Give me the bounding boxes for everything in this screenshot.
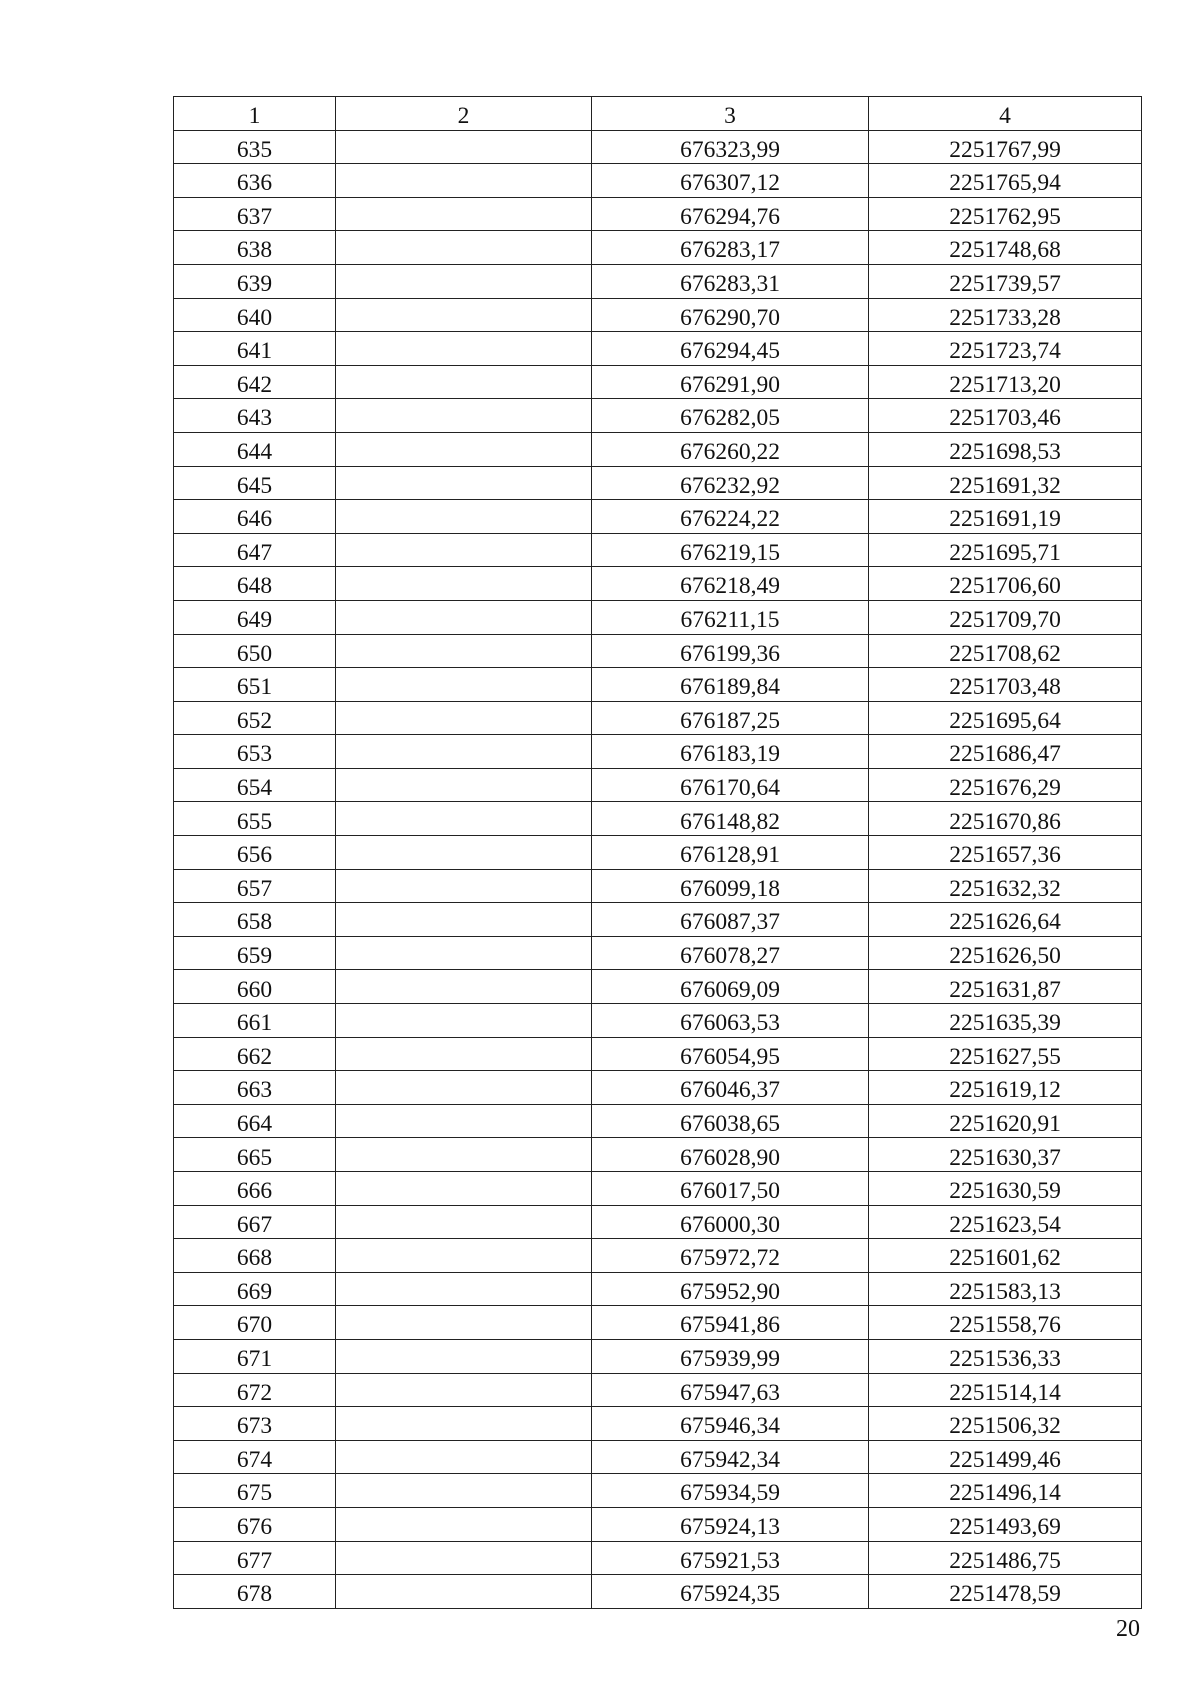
column-2-cell (336, 1306, 592, 1340)
y-coordinate-cell: 2251623,54 (869, 1205, 1142, 1239)
point-number-cell: 658 (174, 903, 336, 937)
x-coordinate-cell: 675972,72 (592, 1239, 869, 1273)
y-coordinate-cell: 2251657,36 (869, 836, 1142, 870)
table-row (174, 332, 1142, 366)
y-coordinate-cell: 2251583,13 (869, 1272, 1142, 1306)
table-row (174, 1037, 1142, 1071)
y-coordinate-cell: 2251713,20 (869, 365, 1142, 399)
point-number-cell: 639 (174, 264, 336, 298)
column-2-cell (336, 1373, 592, 1407)
x-coordinate-cell: 676291,90 (592, 365, 869, 399)
column-2-cell (336, 701, 592, 735)
x-coordinate-cell: 675941,86 (592, 1306, 869, 1340)
y-coordinate-cell: 2251670,86 (869, 802, 1142, 836)
point-number-cell: 666 (174, 1172, 336, 1206)
table-row (174, 768, 1142, 802)
column-2-cell (336, 668, 592, 702)
table-row (174, 1071, 1142, 1105)
table-row (174, 1407, 1142, 1441)
y-coordinate-cell: 2251691,19 (869, 500, 1142, 534)
y-coordinate-cell: 2251506,32 (869, 1407, 1142, 1441)
x-coordinate-cell: 676183,19 (592, 735, 869, 769)
point-number-cell: 653 (174, 735, 336, 769)
point-number-cell: 651 (174, 668, 336, 702)
x-coordinate-cell: 676087,37 (592, 903, 869, 937)
column-2-cell (336, 768, 592, 802)
column-2-cell (336, 1541, 592, 1575)
y-coordinate-cell: 2251703,46 (869, 399, 1142, 433)
x-coordinate-cell: 676283,17 (592, 231, 869, 265)
column-2-cell (336, 399, 592, 433)
table-row (174, 500, 1142, 534)
x-coordinate-cell: 676170,64 (592, 768, 869, 802)
point-number-cell: 667 (174, 1205, 336, 1239)
table-row (174, 533, 1142, 567)
column-2-cell (336, 332, 592, 366)
column-2-cell (336, 1440, 592, 1474)
y-coordinate-cell: 2251514,14 (869, 1373, 1142, 1407)
point-number-cell: 654 (174, 768, 336, 802)
column-2-cell (336, 1272, 592, 1306)
column-2-cell (336, 231, 592, 265)
table-row (174, 936, 1142, 970)
point-number-cell: 642 (174, 365, 336, 399)
x-coordinate-cell: 676099,18 (592, 869, 869, 903)
table-row (174, 298, 1142, 332)
x-coordinate-cell: 675934,59 (592, 1474, 869, 1508)
y-coordinate-cell: 2251708,62 (869, 634, 1142, 668)
table-row (174, 264, 1142, 298)
table-body (174, 130, 1142, 1608)
table-row (174, 869, 1142, 903)
column-2-cell (336, 1239, 592, 1273)
table-row (174, 1205, 1142, 1239)
y-coordinate-cell: 2251626,50 (869, 936, 1142, 970)
y-coordinate-cell: 2251478,59 (869, 1575, 1142, 1609)
column-2-cell (336, 1071, 592, 1105)
column-2-cell (336, 970, 592, 1004)
point-number-cell: 673 (174, 1407, 336, 1441)
table-row (174, 130, 1142, 164)
x-coordinate-cell: 675921,53 (592, 1541, 869, 1575)
point-number-cell: 655 (174, 802, 336, 836)
y-coordinate-cell: 2251698,53 (869, 432, 1142, 466)
x-coordinate-cell: 675942,34 (592, 1440, 869, 1474)
column-2-cell (336, 1507, 592, 1541)
table-row (174, 1339, 1142, 1373)
table-row (174, 802, 1142, 836)
point-number-cell: 637 (174, 197, 336, 231)
point-number-cell: 663 (174, 1071, 336, 1105)
y-coordinate-cell: 2251486,75 (869, 1541, 1142, 1575)
header-cell-3: 3 (592, 97, 869, 131)
column-2-cell (336, 936, 592, 970)
table-row (174, 432, 1142, 466)
x-coordinate-cell: 676017,50 (592, 1172, 869, 1206)
x-coordinate-cell: 676054,95 (592, 1037, 869, 1071)
x-coordinate-cell: 675952,90 (592, 1272, 869, 1306)
x-coordinate-cell: 675939,99 (592, 1339, 869, 1373)
table-row (174, 1306, 1142, 1340)
column-2-cell (336, 903, 592, 937)
x-coordinate-cell: 676199,36 (592, 634, 869, 668)
y-coordinate-cell: 2251686,47 (869, 735, 1142, 769)
x-coordinate-cell: 675946,34 (592, 1407, 869, 1441)
x-coordinate-cell: 676224,22 (592, 500, 869, 534)
column-2-cell (336, 1339, 592, 1373)
x-coordinate-cell: 676219,15 (592, 533, 869, 567)
table-row (174, 164, 1142, 198)
x-coordinate-cell: 676028,90 (592, 1138, 869, 1172)
table-row (174, 903, 1142, 937)
point-number-cell: 660 (174, 970, 336, 1004)
y-coordinate-cell: 2251630,59 (869, 1172, 1142, 1206)
point-number-cell: 669 (174, 1272, 336, 1306)
table-row (174, 836, 1142, 870)
x-coordinate-cell: 676148,82 (592, 802, 869, 836)
table-row (174, 1272, 1142, 1306)
point-number-cell: 668 (174, 1239, 336, 1273)
x-coordinate-cell: 676189,84 (592, 668, 869, 702)
x-coordinate-cell: 675947,63 (592, 1373, 869, 1407)
x-coordinate-cell: 676260,22 (592, 432, 869, 466)
column-2-cell (336, 1004, 592, 1038)
y-coordinate-cell: 2251496,14 (869, 1474, 1142, 1508)
column-2-cell (336, 298, 592, 332)
x-coordinate-cell: 675924,35 (592, 1575, 869, 1609)
header-row (174, 97, 1142, 131)
y-coordinate-cell: 2251703,48 (869, 668, 1142, 702)
x-coordinate-cell: 676290,70 (592, 298, 869, 332)
point-number-cell: 671 (174, 1339, 336, 1373)
column-2-cell (336, 1474, 592, 1508)
x-coordinate-cell: 676294,76 (592, 197, 869, 231)
table-row (174, 1172, 1142, 1206)
y-coordinate-cell: 2251632,32 (869, 869, 1142, 903)
table-row (174, 1104, 1142, 1138)
x-coordinate-cell: 676323,99 (592, 130, 869, 164)
table-row (174, 1541, 1142, 1575)
x-coordinate-cell: 676038,65 (592, 1104, 869, 1138)
y-coordinate-cell: 2251626,64 (869, 903, 1142, 937)
table-row (174, 1575, 1142, 1609)
column-2-cell (336, 500, 592, 534)
column-2-cell (336, 1037, 592, 1071)
column-2-cell (336, 264, 592, 298)
x-coordinate-cell: 676282,05 (592, 399, 869, 433)
point-number-cell: 656 (174, 836, 336, 870)
y-coordinate-cell: 2251635,39 (869, 1004, 1142, 1038)
point-number-cell: 665 (174, 1138, 336, 1172)
y-coordinate-cell: 2251691,32 (869, 466, 1142, 500)
table-row (174, 1507, 1142, 1541)
table-row (174, 1004, 1142, 1038)
column-2-cell (336, 197, 592, 231)
point-number-cell: 664 (174, 1104, 336, 1138)
x-coordinate-cell: 676294,45 (592, 332, 869, 366)
column-2-cell (336, 365, 592, 399)
header-cell-4: 4 (869, 97, 1142, 131)
y-coordinate-cell: 2251601,62 (869, 1239, 1142, 1273)
coordinates-table (173, 96, 1142, 1609)
table-row (174, 970, 1142, 1004)
column-2-cell (336, 600, 592, 634)
x-coordinate-cell: 675924,13 (592, 1507, 869, 1541)
table-row (174, 735, 1142, 769)
y-coordinate-cell: 2251695,64 (869, 701, 1142, 735)
point-number-cell: 648 (174, 567, 336, 601)
column-2-cell (336, 802, 592, 836)
column-2-cell (336, 1104, 592, 1138)
point-number-cell: 670 (174, 1306, 336, 1340)
y-coordinate-cell: 2251695,71 (869, 533, 1142, 567)
table-row (174, 634, 1142, 668)
point-number-cell: 647 (174, 533, 336, 567)
table-row (174, 1138, 1142, 1172)
table-row (174, 1373, 1142, 1407)
x-coordinate-cell: 676232,92 (592, 466, 869, 500)
x-coordinate-cell: 676078,27 (592, 936, 869, 970)
column-2-cell (336, 836, 592, 870)
point-number-cell: 657 (174, 869, 336, 903)
y-coordinate-cell: 2251709,70 (869, 600, 1142, 634)
column-2-cell (336, 466, 592, 500)
x-coordinate-cell: 676069,09 (592, 970, 869, 1004)
y-coordinate-cell: 2251499,46 (869, 1440, 1142, 1474)
column-2-cell (336, 1575, 592, 1609)
column-2-cell (336, 1172, 592, 1206)
column-2-cell (336, 1205, 592, 1239)
column-2-cell (336, 1138, 592, 1172)
column-2-cell (336, 634, 592, 668)
y-coordinate-cell: 2251748,68 (869, 231, 1142, 265)
y-coordinate-cell: 2251765,94 (869, 164, 1142, 198)
y-coordinate-cell: 2251493,69 (869, 1507, 1142, 1541)
point-number-cell: 635 (174, 130, 336, 164)
y-coordinate-cell: 2251620,91 (869, 1104, 1142, 1138)
point-number-cell: 650 (174, 634, 336, 668)
y-coordinate-cell: 2251767,99 (869, 130, 1142, 164)
column-2-cell (336, 1407, 592, 1441)
header-cell-2: 2 (336, 97, 592, 131)
table-row (174, 197, 1142, 231)
y-coordinate-cell: 2251536,33 (869, 1339, 1142, 1373)
column-2-cell (336, 164, 592, 198)
point-number-cell: 638 (174, 231, 336, 265)
table-row (174, 1440, 1142, 1474)
table-row (174, 466, 1142, 500)
point-number-cell: 649 (174, 600, 336, 634)
y-coordinate-cell: 2251706,60 (869, 567, 1142, 601)
y-coordinate-cell: 2251733,28 (869, 298, 1142, 332)
x-coordinate-cell: 676187,25 (592, 701, 869, 735)
y-coordinate-cell: 2251630,37 (869, 1138, 1142, 1172)
column-2-cell (336, 432, 592, 466)
point-number-cell: 662 (174, 1037, 336, 1071)
y-coordinate-cell: 2251723,74 (869, 332, 1142, 366)
point-number-cell: 636 (174, 164, 336, 198)
y-coordinate-cell: 2251627,55 (869, 1037, 1142, 1071)
y-coordinate-cell: 2251676,29 (869, 768, 1142, 802)
point-number-cell: 640 (174, 298, 336, 332)
column-2-cell (336, 735, 592, 769)
page-number: 20 (1116, 1616, 1140, 1642)
x-coordinate-cell: 676046,37 (592, 1071, 869, 1105)
point-number-cell: 643 (174, 399, 336, 433)
column-2-cell (336, 567, 592, 601)
x-coordinate-cell: 676218,49 (592, 567, 869, 601)
x-coordinate-cell: 676211,15 (592, 600, 869, 634)
y-coordinate-cell: 2251739,57 (869, 264, 1142, 298)
point-number-cell: 659 (174, 936, 336, 970)
y-coordinate-cell: 2251558,76 (869, 1306, 1142, 1340)
y-coordinate-cell: 2251619,12 (869, 1071, 1142, 1105)
table-row (174, 668, 1142, 702)
column-2-cell (336, 869, 592, 903)
x-coordinate-cell: 676063,53 (592, 1004, 869, 1038)
point-number-cell: 677 (174, 1541, 336, 1575)
x-coordinate-cell: 676000,30 (592, 1205, 869, 1239)
point-number-cell: 644 (174, 432, 336, 466)
table-row (174, 231, 1142, 265)
column-2-cell (336, 130, 592, 164)
point-number-cell: 676 (174, 1507, 336, 1541)
point-number-cell: 674 (174, 1440, 336, 1474)
table-row (174, 1474, 1142, 1508)
table-row (174, 399, 1142, 433)
point-number-cell: 641 (174, 332, 336, 366)
table-row (174, 701, 1142, 735)
point-number-cell: 645 (174, 466, 336, 500)
table-row (174, 1239, 1142, 1273)
point-number-cell: 672 (174, 1373, 336, 1407)
point-number-cell: 661 (174, 1004, 336, 1038)
point-number-cell: 652 (174, 701, 336, 735)
table-row (174, 600, 1142, 634)
x-coordinate-cell: 676128,91 (592, 836, 869, 870)
x-coordinate-cell: 676283,31 (592, 264, 869, 298)
table-header (174, 97, 1142, 131)
table-row (174, 365, 1142, 399)
x-coordinate-cell: 676307,12 (592, 164, 869, 198)
point-number-cell: 675 (174, 1474, 336, 1508)
y-coordinate-cell: 2251762,95 (869, 197, 1142, 231)
point-number-cell: 646 (174, 500, 336, 534)
y-coordinate-cell: 2251631,87 (869, 970, 1142, 1004)
point-number-cell: 678 (174, 1575, 336, 1609)
header-cell-1: 1 (174, 97, 336, 131)
table-row (174, 567, 1142, 601)
column-2-cell (336, 533, 592, 567)
